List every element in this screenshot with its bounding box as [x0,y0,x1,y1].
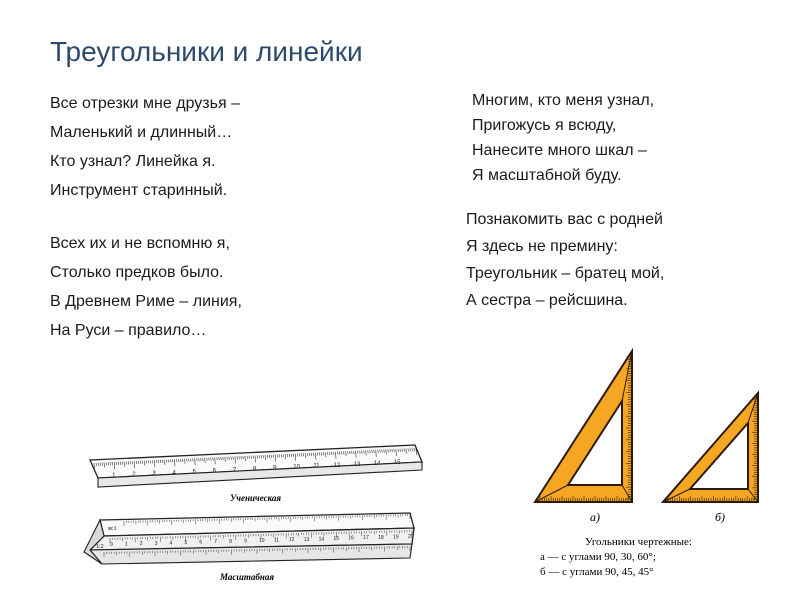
ruler-number: 3 [152,471,156,478]
label-b: б) [715,510,726,524]
ruler-number: 7 [232,467,237,474]
ruler-number: 2 [139,541,143,548]
poem-line: Пригожусь я всюду, [472,117,617,134]
right-poem-stanza-2 [466,206,664,314]
ruler-number: 1 [112,473,116,480]
ruler-number: 8 [229,538,232,545]
poem-line: Кто узнал? Линейка я. [50,153,216,170]
ruler-number: 6 [199,539,203,546]
left-poem-stanza-1 [50,89,240,205]
student-ruler [90,445,422,503]
ruler-number: 19 [393,534,399,541]
ruler-number: 1 [124,541,128,548]
ruler-number: 9 [244,538,247,545]
poem-line: А сестра – рейсшина. [466,292,628,309]
ruler-number: 0 [110,542,113,548]
scale-ruler-ratio-2: 1:2 [96,544,104,550]
poem-line: Нанесите много шкал – [472,142,647,159]
caption-a: а — с углами 90, 30, 60°; [540,551,656,563]
ruler-number: 12 [288,537,295,544]
right-poem-stanza-1 [472,88,654,188]
rulers-drawing [80,440,425,600]
poem-line: Многим, кто меня узнал, [472,92,655,109]
poem-line: В Древнем Риме – линия, [50,293,242,310]
poem-line: Всех их и не вспомню я, [50,235,230,252]
poem-line: Познакомить вас с родней [466,211,663,228]
label-a: а) [590,510,600,524]
ruler-number: 2 [132,472,136,479]
scale-ruler-ratio: м:1 [108,526,117,532]
ruler-number: 4 [169,540,173,547]
ruler-number: 8 [253,466,257,473]
ruler-number: 12 [333,462,341,469]
scale-ruler-label: Масштабная [220,572,274,582]
ruler-number: 15 [333,536,340,542]
scale-ruler [84,513,414,582]
slide-title: Треугольники и линейки [50,36,363,67]
ruler-number: 3 [154,540,158,547]
set-squares-drawing [530,345,790,595]
ruler-number: 13 [303,536,310,543]
poem-line: Я здесь не премину: [466,238,618,255]
ruler-number: 15 [393,459,401,466]
set-square-30-60 [535,351,632,502]
poem-line: Я масштабной буду. [472,167,622,184]
poem-line: Инструмент старинный. [50,182,228,199]
ruler-number: 11 [313,463,320,470]
ruler-number: 5 [184,540,188,546]
ruler-number: 18 [378,534,384,541]
set-squares-illustration [530,345,790,595]
student-ruler-label: Ученическая [230,493,282,503]
poem-line: Маленький и длинный… [50,124,233,141]
caption-title: Угольники чертежные: [585,536,692,548]
ruler-number: 5 [192,469,196,476]
ruler-number: 4 [172,470,176,477]
left-poem-stanza-2 [50,229,242,345]
set-square-45-45-body [663,393,758,502]
poem-line: На Руси – правило… [50,322,207,339]
poem-line: Столько предков было. [50,264,224,281]
ruler-number: 9 [273,465,277,472]
ruler-number: 13 [353,461,361,468]
set-square-45-45 [663,393,758,502]
ruler-number: 14 [318,536,325,543]
poem-line: Все отрезки мне друзья – [50,95,240,112]
poem-line: Треугольник – братец мой, [466,265,665,282]
ruler-number: 6 [212,468,217,475]
ruler-number: 10 [259,538,265,544]
ruler-number: 20 [408,534,414,540]
rulers-illustration [80,440,425,600]
set-square-30-60-body [535,351,632,502]
ruler-number: 7 [214,539,218,546]
ruler-number: 16 [348,535,354,542]
ruler-number: 17 [363,535,369,542]
ruler-number: 10 [293,464,300,471]
caption-b: б — с углами 90, 45, 45° [540,566,654,578]
ruler-number: 14 [373,460,381,467]
ruler-number: 11 [273,537,280,544]
